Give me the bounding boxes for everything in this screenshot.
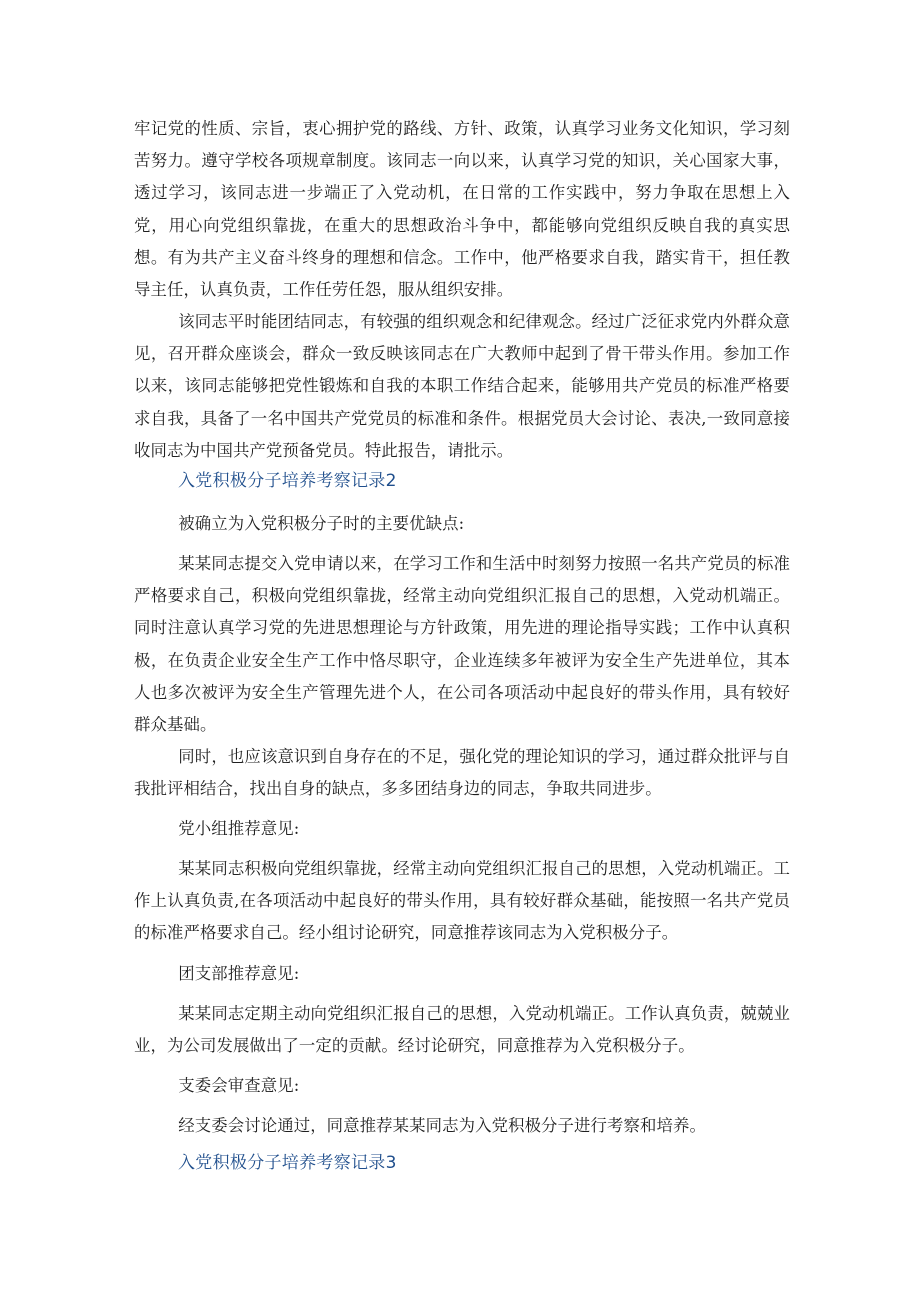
body-paragraph: 党小组推荐意见: [178,819,300,838]
body-paragraph: 该同志平时能团结同志，有较强的组织观念和纪律观念。经过广泛征求党内外群众意见，召开群众座谈会，群众一致反映该同志在广大教师中起到了骨干带头作用。参加工作以来，该同志能够把党性锻炼和自我的本职工作结合起来，能够用共产党员的标准严格要求自我，具备了一名中国共产党党员的标准和条件。根据党员大会讨论、表决,一致同意接收同志为中国共产党预备党员。特此报告，请批示。 [134,312,790,460]
body-paragraph: 某某同志提交入党申请以来，在学习工作和生活中时刻努力按照一名共产党员的标准严格要求自己，积极向党组织靠拢，经常主动向党组织汇报自己的思想，入党动机端正。同时注意认真学习党的先进思想理论与方针政策，用先进的理论指导实践；工作中认真积极，在负责企业安全生产工作中恪尽职守，企业连续多年被评为安全生产先进单位，其本人也多次被评为安全生产管理先进个人，在公司各项活动中起良好的带头作用，具有较好群众基础。 [134,554,790,735]
body-paragraph: 牢记党的性质、宗旨，衷心拥护党的路线、方针、政策，认真学习业务文化知识，学习刻苦努力。遵守学校各项规章制度。该同志一向以来，认真学习党的知识，关心国家大事，透过学习，该同志进一步端正了入党动机，在日常的工作实践中，努力争取在思想上入党，用心向党组织靠拢，在重大的思想政治斗争中，都能够向党组织反映自我的真实思想。有为共产主义奋斗终身的理想和信念。工作中，他严格要求自我，踏实肯干，担任教导主任，认真负责，工作任劳任怨，服从组织安排。 [134,119,790,300]
body-paragraph: 经支委会讨论通过，同意推荐某某同志为入党积极分子进行考察和培养。 [178,1116,706,1135]
body-paragraph: 某某同志积极向党组织靠拢，经常主动向党组织汇报自己的思想，入党动机端正。工作上认真负责,在各项活动中起良好的带头作用，具有较好群众基础，能按照一名共产党员的标准严格要求自己。经小组讨论研究，同意推荐该同志为入党积极分子。 [134,859,790,943]
section-heading: 入党积极分子培养考察记录2 [178,471,397,491]
body-paragraph: 支委会审查意见: [178,1076,300,1095]
body-paragraph: 被确立为入党积极分子时的主要优缺点: [178,514,465,533]
body-paragraph: 团支部推荐意见: [178,964,300,983]
body-paragraph: 同时，也应该意识到自身存在的不足，强化党的理论知识的学习，通过群众批评与自我批评相结合，找出自身的缺点，多多团结身边的同志，争取共同进步。 [134,747,790,799]
body-paragraph: 某某同志定期主动向党组织汇报自己的思想，入党动机端正。工作认真负责，兢兢业业，为公司发展做出了一定的贡献。经讨论研究，同意推荐为入党积极分子。 [134,1004,790,1056]
section-heading: 入党积极分子培养考察记录3 [178,1153,397,1173]
